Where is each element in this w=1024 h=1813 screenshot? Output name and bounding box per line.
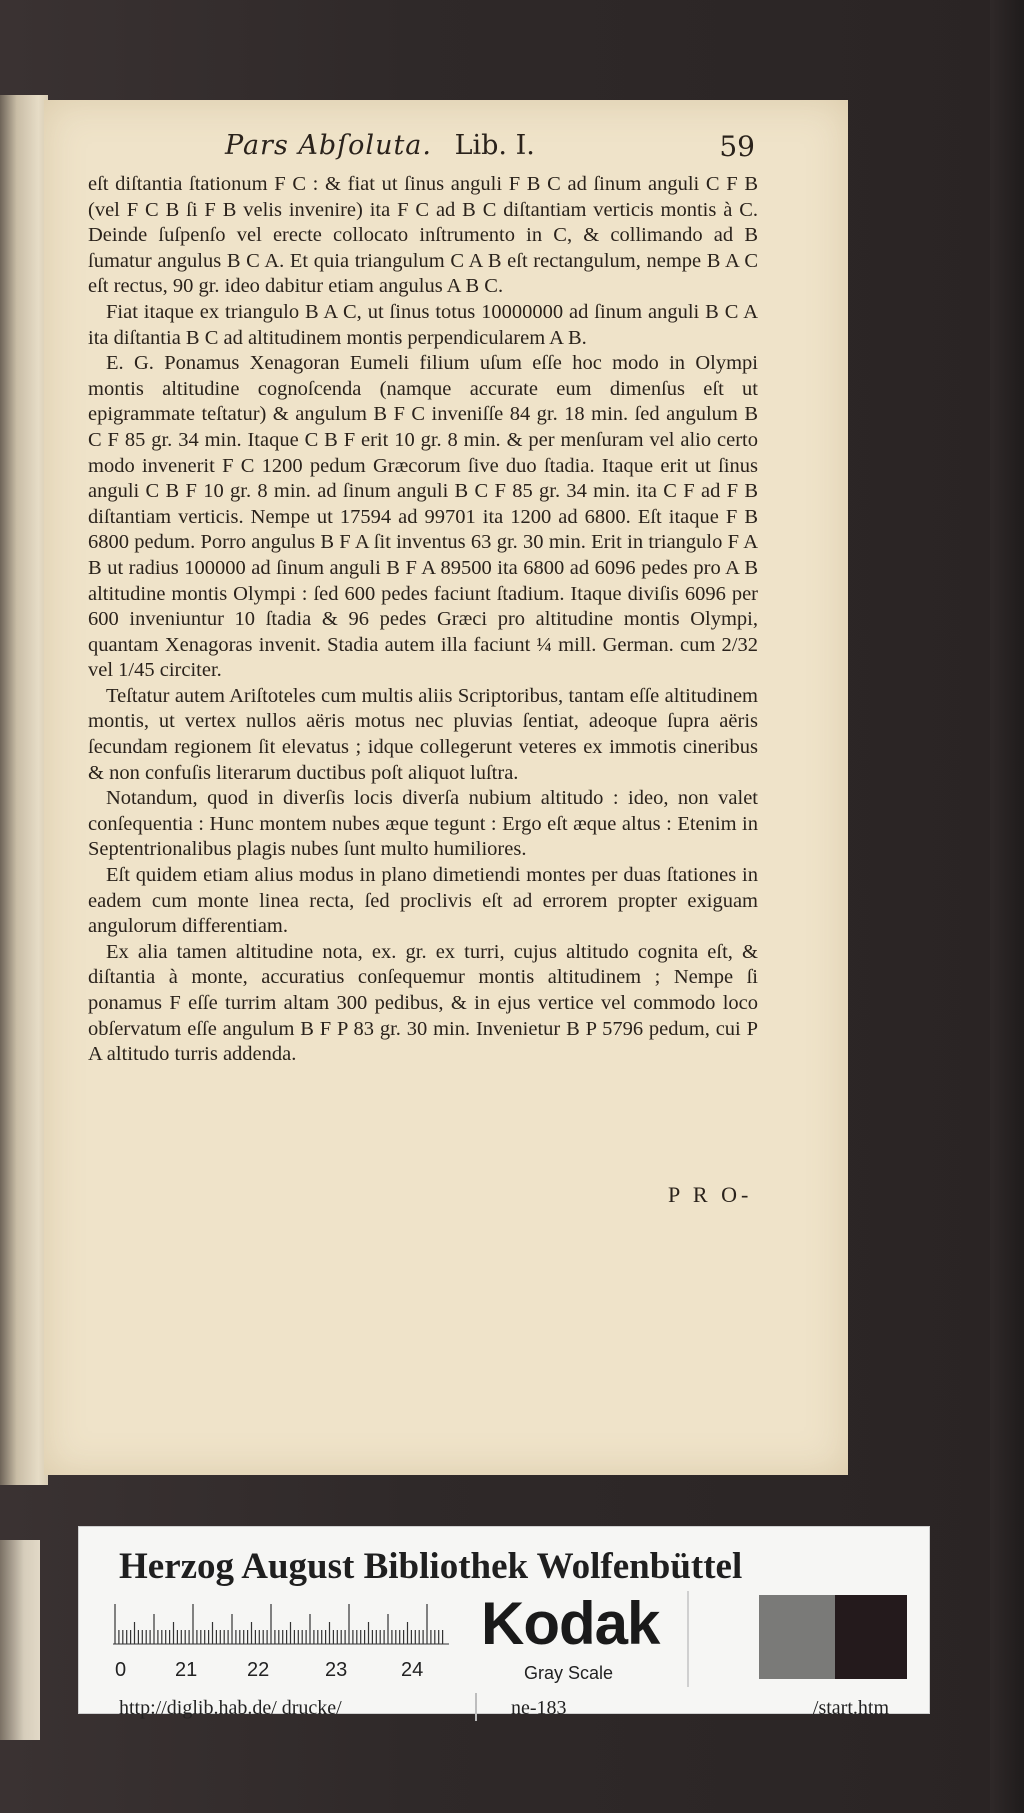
ruler-label: 24 (401, 1659, 424, 1681)
ruler-labels (115, 1659, 475, 1683)
previous-page-edge (0, 95, 48, 1485)
catchword: P R O- (668, 1182, 753, 1207)
card-edge (0, 1540, 40, 1740)
paragraph: Notandum, quod in diverſis locis diverſa nubium altitudo : ideo, non valet conſequentia : Hunc montem nubes æque tegunt : Ergo eſt æque altus : Etenim in Septentrionalibus plagis nubes ſunt multo humiliores. (88, 787, 758, 861)
paragraph: E. G. Ponamus Xenagoran Eumeli filium uſum eſſe hoc modo in Olympi montis altitudine cognoſcenda (namque accurate eum dimenſus eſt ut epigrammate teſtatur) & angulum B F C inveniſſe 84 gr. 18 min. ſed angulum B C F 85 gr. 34 min. Itaque C B F erit 10 gr. 8 min. & per menſuram vel alio certo modo invenerit F C 1200 pedum Græcorum ſive duo ſtadia. Itaque erit ut ſinus anguli C B F 10 gr. 8 min. ad ſinum anguli B C F 85 gr. 34 min. ita C F ad F B diſtantiam verticis. Nempe ut 17594 ad 99701 ita 1200 ad 6800. Eſt itaque F B 6800 pedum. Porro angulus B F A ſit inventus 63 gr. 30 min. Erit in triangulo F A B ut radius 100000 ad ſinum anguli B F A 89500 ita 6800 ad 6096 pedes pro A B altitudine montis Olympi : ſed 600 pedes faciunt ſtadium. Itaque diviſis 6096 per 600 inveniuntur 10 ſtadia & 96 pedes Græci pro altitudine montis Olympi, quantam Xenagoras invenit. Stadia autem illa faciunt ¼ mill. German. cum 2/32 vel 1/45 circiter. (88, 352, 758, 682)
url-id: ne-183 (511, 1697, 567, 1719)
gray-patch (759, 1595, 835, 1679)
url-base: http://diglib.hab.de/ drucke/ (119, 1697, 342, 1719)
ruler-label: 0 (115, 1659, 127, 1681)
card-divider (687, 1591, 689, 1687)
ruler-label: 22 (247, 1659, 270, 1681)
url-suffix: /start.htm (812, 1697, 889, 1719)
scan-border (990, 0, 1024, 1813)
institution-name: Herzog August Bibliothek Wolfenbüttel (119, 1546, 743, 1587)
paragraph: Eſt quidem etiam alius modus in plano dimetiendi montes per duas ſtationes in eadem cum monte linea recta, ſed proclivis eſt ad errorem propter exiguam angulorum differentiam. (88, 864, 758, 938)
source-url (119, 1697, 909, 1727)
running-header (225, 130, 785, 170)
color-calibration-card (78, 1526, 930, 1719)
ruler-scale (113, 1601, 449, 1645)
black-patch (835, 1595, 907, 1679)
header-title: Pars Abſoluta. (225, 130, 432, 161)
paragraph: Ex alia tamen altitudine nota, ex. gr. ex turri, cujus altitudo cognita eſt, & diſtantia à monte, accuratius conſequemur montis altitudinem ; Nempe ſi ponamus F eſſe turrim altam 300 pedibus, & in ejus vertice vel commodo loco obſervatum eſſe angulum B F P 83 gr. 30 min. Invenietur B P 5796 pedum, cui P A altitudo turris addenda. (88, 940, 758, 1066)
paragraph: Teſtatur autem Ariſtoteles cum multis aliis Scriptoribus, tantam eſſe altitudinem montis, ut vertex nullos aëris motus nec pluvias ſentiat, adeoque ſupra aëris ſecundam regionem ſit elevatus ; idque collegerunt veteres ex immotis cineribus & non confuſis literarum ductibus poſt aliquot luſtra. (88, 684, 758, 784)
paragraph: Fiat itaque ex triangulo B A C, ut ſinus totus 10000000 ad ſinum anguli B C A ita diſtantia B C ad altitudinem montis perpendicularem A B. (88, 300, 758, 349)
paragraph: eſt diſtantia ſtationum F C : & fiat ut ſinus anguli F B C ad ſinum anguli C F B (vel F C B ſi F B velis invenire) ita F C ad B C diſtantiam verticis montis à C. Deinde ſuſpenſo vel erecte collocato inſtrumento in C, & collimando ad B ſumatur angulus B C A. Et quia triangulum C A B eſt rectangulum, nempe B A C eſt rectus, 90 gr. ideo dabitur etiam angulus A B C. (88, 173, 758, 298)
gray-scale-label: Gray Scale (524, 1663, 614, 1683)
page-body (88, 172, 758, 1068)
header-lib: Lib. I. (454, 130, 535, 161)
ruler-label: 21 (175, 1659, 198, 1681)
kodak-logo: Kodak (481, 1590, 660, 1657)
ruler-label: 23 (325, 1659, 348, 1681)
page-number: 59 (719, 130, 755, 163)
